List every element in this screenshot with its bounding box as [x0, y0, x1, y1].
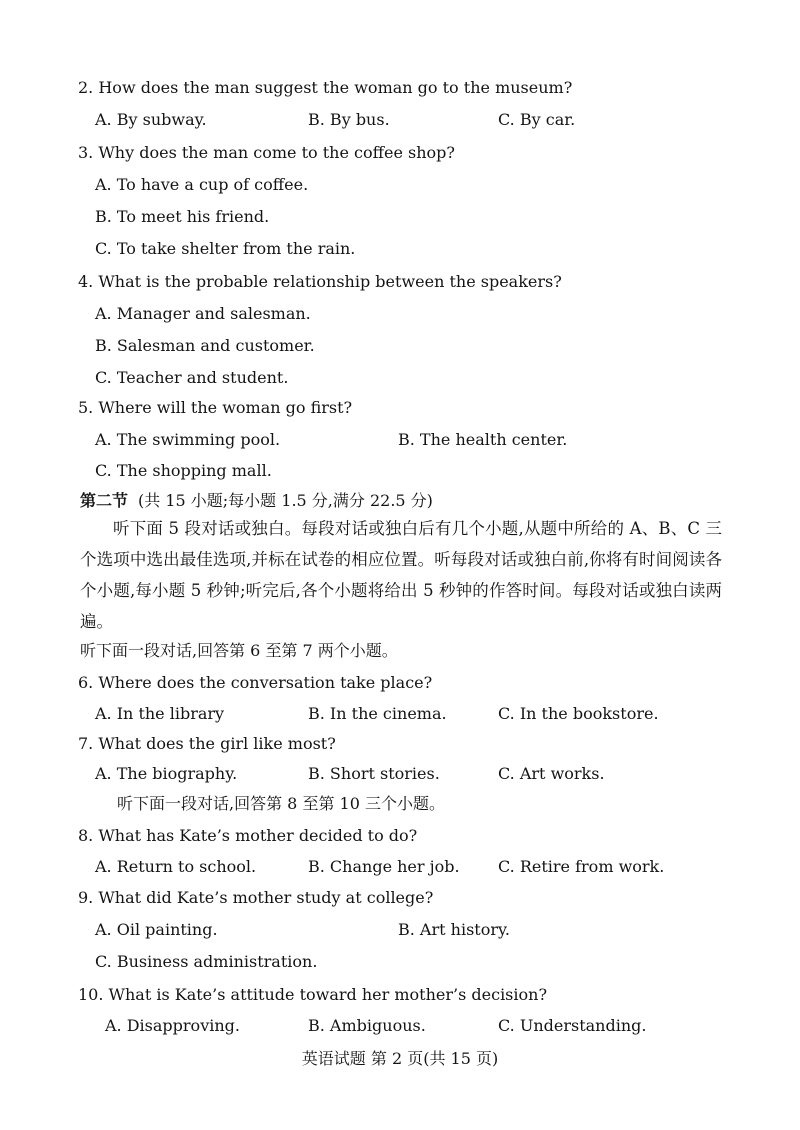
q10-option-c: C. Understanding.: [498, 1016, 647, 1035]
instruction-q6-q7: 听下面一段对话,回答第 6 至第 7 两个小题。: [80, 641, 398, 660]
section-2-title: 第二节: [80, 491, 129, 510]
q9-option-b: B. Art history.: [398, 920, 510, 939]
question-9: 9. What did Kate’s mother study at college?: [78, 888, 434, 907]
q4-option-b: B. Salesman and customer.: [95, 336, 315, 355]
q9-option-a: A. Oil painting.: [95, 920, 218, 939]
q5-option-b: B. The health center.: [398, 430, 568, 449]
q2-option-c: C. By car.: [498, 110, 576, 129]
q5-option-a: A. The swimming pool.: [95, 430, 281, 449]
question-2: 2. How does the man suggest the woman go to the museum?: [78, 78, 573, 97]
instruction-q8-q10: 听下面一段对话,回答第 8 至第 10 三个小题。: [117, 794, 445, 813]
question-4: 4. What is the probable relationship between the speakers?: [78, 272, 562, 291]
section-2-heading: [80, 490, 433, 512]
q5-option-c: C. The shopping mall.: [95, 461, 272, 480]
q3-option-b: B. To meet his friend.: [95, 207, 270, 226]
q7-option-c: C. Art works.: [498, 764, 605, 783]
q10-option-b: B. Ambiguous.: [308, 1016, 426, 1035]
q4-option-c: C. Teacher and student.: [95, 368, 289, 387]
question-5: 5. Where will the woman go first?: [78, 398, 353, 417]
q3-option-c: C. To take shelter from the rain.: [95, 239, 356, 258]
q6-option-a: A. In the library: [95, 704, 225, 723]
q8-option-b: B. Change her job.: [308, 857, 460, 876]
question-3: 3. Why does the man come to the coffee shop?: [78, 143, 455, 162]
question-10: 10. What is Kate’s attitude toward her mother’s decision?: [78, 985, 548, 1004]
question-7: 7. What does the girl like most?: [78, 734, 336, 753]
page-footer: 英语试题 第 2 页(共 15 页): [301, 1049, 499, 1068]
section-2-instructions: 听下面 5 段对话或独白。每段对话或独白后有几个小题,从题中所给的 A、B、C 三个选项中选出最佳选项,并标在试卷的相应位置。听每段对话或独白前,你将有时间阅读各个小题,每小题 5 秒钟;听完后,各个小题将给出 5 秒钟的作答时间。每段对话或独白读两遍。: [80, 519, 722, 631]
q6-option-c: C. In the bookstore.: [498, 704, 659, 723]
q3-option-a: A. To have a cup of coffee.: [95, 175, 309, 194]
q9-option-c: C. Business administration.: [95, 952, 318, 971]
q4-option-a: A. Manager and salesman.: [95, 304, 311, 323]
q10-option-a: A. Disapproving.: [105, 1016, 240, 1035]
question-8: 8. What has Kate’s mother decided to do?: [78, 826, 418, 845]
q7-option-a: A. The biography.: [95, 764, 238, 783]
q8-option-a: A. Return to school.: [95, 857, 257, 876]
q6-option-b: B. In the cinema.: [308, 704, 447, 723]
q2-option-a: A. By subway.: [95, 110, 207, 129]
q2-option-b: B. By bus.: [308, 110, 390, 129]
q8-option-c: C. Retire from work.: [498, 857, 665, 876]
section-2-note: (共 15 小题;每小题 1.5 分,满分 22.5 分): [138, 491, 433, 510]
q7-option-b: B. Short stories.: [308, 764, 440, 783]
question-6: 6. Where does the conversation take place?: [78, 673, 433, 692]
